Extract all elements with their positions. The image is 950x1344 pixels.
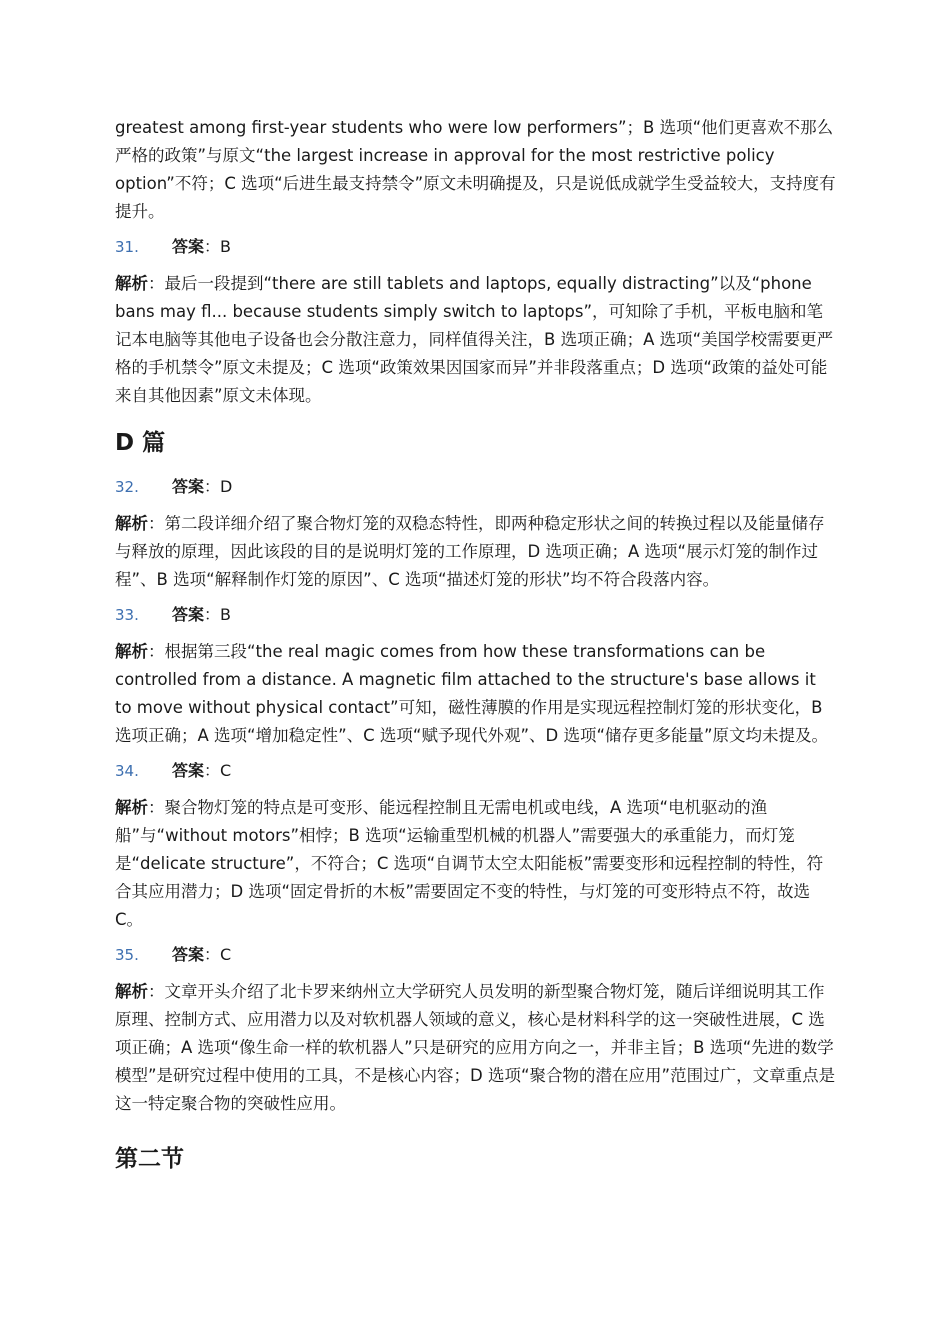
analysis-text: 文章开头介绍了北卡罗来纳州立大学研究人员发明的新型聚合物灯笼，随后详细说明其工作原理、控制方式、应用潜力以及对软机器人领域的意义，核心是材料科学的这一突破性进展，C 选项正确；A 选项“像生命一样的软机器人”只是研究的应用方向之一，并非主旨；B 选项“先进的数学模型”是研究过程中使用的工具，不是核心内容；D 选项“聚合物的潜在应用”范围过广，文章重点是这一特定聚合物的突破性应用。	[115, 982, 836, 1113]
analysis-label: 解析	[115, 798, 148, 817]
analysis-colon: ：	[148, 642, 165, 661]
analysis-colon: ：	[148, 274, 165, 293]
section-heading-2: 第二节	[115, 1146, 184, 1172]
answer-label: 答案	[172, 477, 205, 496]
answer-colon: ：	[204, 477, 221, 496]
answer-label: 答案	[172, 605, 205, 624]
analysis-text: 第二段详细介绍了聚合物灯笼的双稳态特性，即两种稳定形状之间的转换过程以及能量储存与释放的原理，因此该段的目的是说明灯笼的工作原理，D 选项正确；A 选项“展示灯笼的制作过程”、B 选项“解释制作灯笼的原因”、C 选项“描述灯笼的形状”均不符合段落内容。	[115, 514, 825, 589]
answer-colon: ：	[204, 605, 221, 624]
question-number: 35.	[115, 946, 139, 964]
answer-line-32	[115, 474, 837, 500]
analysis-colon: ：	[148, 514, 165, 533]
answer-value: C	[220, 761, 232, 780]
analysis-paragraph-31	[115, 270, 837, 410]
answer-colon: ：	[204, 761, 221, 780]
analysis-colon: ：	[148, 798, 165, 817]
analysis-label: 解析	[115, 982, 148, 1001]
analysis-label: 解析	[115, 514, 148, 533]
analysis-label: 解析	[115, 642, 148, 661]
document-content	[115, 114, 837, 1190]
analysis-text: 根据第三段“the real magic comes from how these transformations can be controlled from a distance. A magnetic film attached to the structure's base allows it to move without physical contact”可知，磁性薄膜的作用是实现远程控制灯笼的形状变化，B 选项正确；A 选项“增加稳定性”、C 选项“赋予现代外观”、D 选项“储存更多能量”原文均未提及。	[115, 642, 829, 745]
section-heading-d: D 篇	[115, 430, 166, 456]
analysis-paragraph-33	[115, 638, 837, 750]
answer-line-34	[115, 758, 837, 784]
analysis-paragraph-34	[115, 794, 837, 934]
answer-label: 答案	[172, 761, 205, 780]
analysis-colon: ：	[148, 982, 165, 1001]
question-number: 33.	[115, 606, 139, 624]
analysis-paragraph-35	[115, 978, 837, 1118]
question-number: 34.	[115, 762, 139, 780]
answer-line-31	[115, 234, 837, 260]
answer-value: B	[220, 237, 232, 256]
answer-colon: ：	[204, 237, 221, 256]
answer-label: 答案	[172, 237, 205, 256]
answer-value: C	[220, 945, 232, 964]
answer-colon: ：	[204, 945, 221, 964]
answer-line-35	[115, 942, 837, 968]
analysis-paragraph-32	[115, 510, 837, 594]
analysis-text: 聚合物灯笼的特点是可变形、能远程控制且无需电机或电线，A 选项“电机驱动的渔船”与“without motors”相悖；B 选项“运输重型机械的机器人”需要强大的承重能力，而灯笼是“delicate structure”，不符合；C 选项“自调节太空太阳能板”需要变形和远程控制的特性，符合其应用潜力；D 选项“固定骨折的木板”需要固定不变的特性，与灯笼的可变形特点不符，故选 C。	[115, 798, 824, 929]
answer-value: B	[220, 605, 232, 624]
analysis-label: 解析	[115, 274, 148, 293]
analysis-text: 最后一段提到“there are still tablets and laptops, equally distracting”以及“phone bans may fl... because students simply switch to laptops”，可知除了手机，平板电脑和笔记本电脑等其他电子设备也会分散注意力，同样值得关注，B 选项正确；A 选项“美国学校需要更严格的手机禁令”原文未提及；C 选项“政策效果因国家而异”并非段落重点；D 选项“政策的益处可能来自其他因素”原文未体现。	[115, 274, 834, 405]
answer-line-33	[115, 602, 837, 628]
question-number: 31.	[115, 238, 139, 256]
answer-label: 答案	[172, 945, 205, 964]
answer-value: D	[220, 477, 233, 496]
intro-paragraph: greatest among first-year students who were low performers”；B 选项“他们更喜欢不那么严格的政策”与原文“the largest increase in approval for the most restrictive policy option”不符；C 选项“后进生最支持禁令”原文未明确提及，只是说低成就学生受益较大，支持度有提升。	[115, 118, 836, 221]
question-number: 32.	[115, 478, 139, 496]
